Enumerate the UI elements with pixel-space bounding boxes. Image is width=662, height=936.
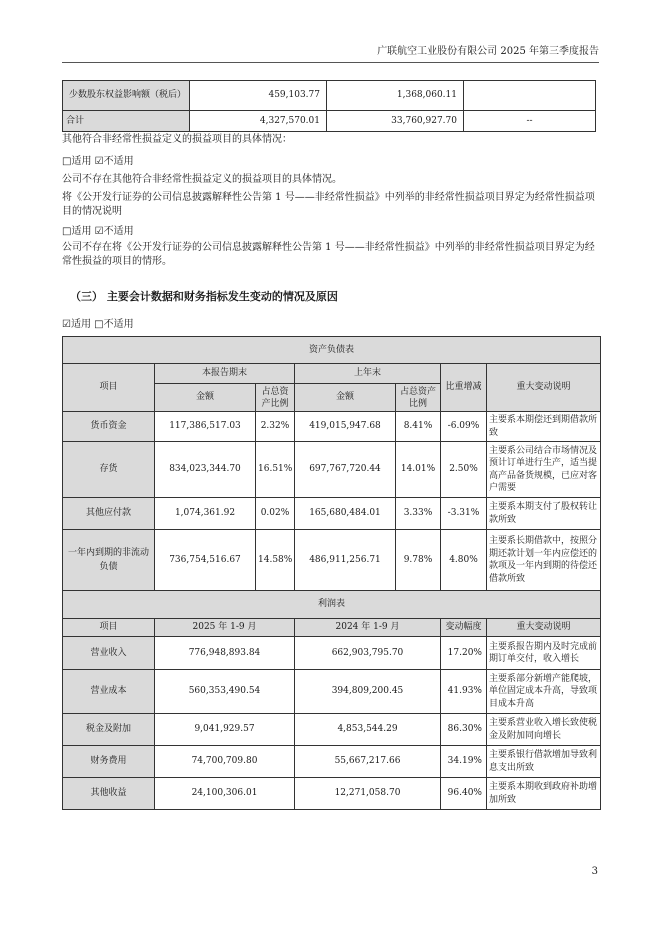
- ytd-value: 33,760,927.70: [327, 111, 464, 132]
- column-header: 上年末: [295, 364, 441, 384]
- current-value: 74,700,709.80: [155, 746, 295, 778]
- reason-cell: 主要系银行借款增加导致利息支出所致: [487, 746, 601, 778]
- row-label: 营业收入: [63, 637, 155, 670]
- reason-cell: 主要系本期收到政府补助增加所致: [487, 778, 601, 810]
- table-caption-row: [63, 591, 601, 619]
- row-label: 少数股东权益影响额（税后）: [63, 81, 190, 111]
- reason-cell: 主要系报告期内及时完成前期订单交付，收入增长: [487, 637, 601, 670]
- page-number: 3: [591, 866, 598, 877]
- row-label: 其他应付款: [63, 498, 155, 530]
- change-cell: 17.20%: [441, 637, 487, 670]
- applicability-option: □适用 ☑不适用: [62, 156, 134, 167]
- previous-value: 662,903,795.70: [295, 637, 441, 670]
- change-cell: 34.19%: [441, 746, 487, 778]
- amount-cell: 419,015,947.68: [295, 412, 396, 442]
- reason-cell: 主要系部分新增产能爬坡，单位固定成本升高，导致项目成本升高: [487, 670, 601, 714]
- share-cell: 3.33%: [396, 498, 441, 530]
- previous-value: 394,809,200.45: [295, 670, 441, 714]
- paragraph: 公司不存在将《公开发行证券的公司信息披露解释性公告第 1 号——非经常性损益》中列举的非经常性损益项目界定为经常性损益的项目的情形。: [62, 242, 595, 267]
- paragraph: 公司不存在其他符合非经常性损益定义的损益项目的具体情况。: [62, 174, 342, 185]
- row-label: 货币资金: [63, 412, 155, 442]
- ytd-value: 1,368,060.11: [327, 81, 464, 111]
- row-label: 其他收益: [63, 778, 155, 810]
- change-cell: -3.31%: [441, 498, 487, 530]
- table-row: [63, 778, 601, 810]
- current-value: 560,353,490.54: [155, 670, 295, 714]
- reason-cell: 主要系营业收入增长致使税金及附加同向增长: [487, 714, 601, 746]
- column-header: 项目: [63, 619, 155, 637]
- page-header: 广联航空工业股份有限公司 2025 年第三季度报告: [377, 46, 599, 57]
- amount-cell: 165,680,484.01: [295, 498, 396, 530]
- column-header: 占总资产比例: [396, 384, 441, 412]
- amount-cell: 834,023,344.70: [155, 442, 256, 498]
- row-label: 税金及附加: [63, 714, 155, 746]
- column-header: 重大变动说明: [487, 364, 601, 412]
- share-cell: 14.01%: [396, 442, 441, 498]
- column-header: 本报告期末: [155, 364, 295, 384]
- financial-changes-table: [62, 336, 601, 810]
- applicability-option: □适用 ☑不适用: [62, 226, 134, 237]
- current-value: 24,100,306.01: [155, 778, 295, 810]
- table-row: [63, 81, 596, 111]
- amount-cell: 117,386,517.03: [155, 412, 256, 442]
- table-row: [63, 498, 601, 530]
- note-cell: [464, 81, 596, 111]
- table-header-row: [63, 619, 601, 637]
- share-cell: 16.51%: [256, 442, 295, 498]
- row-label: 营业成本: [63, 670, 155, 714]
- non-recurring-gains-table: [62, 80, 596, 132]
- table-caption-row: [63, 337, 601, 364]
- change-cell: -6.09%: [441, 412, 487, 442]
- previous-value: 12,271,058.70: [295, 778, 441, 810]
- table-row: [63, 412, 601, 442]
- share-cell: 9.78%: [396, 530, 441, 591]
- change-cell: 4.80%: [441, 530, 487, 591]
- column-header: 2025 年 1-9 月: [155, 619, 295, 637]
- column-header: 变动幅度: [441, 619, 487, 637]
- table-row: [63, 637, 601, 670]
- reason-cell: 主要系长期借款中，按照分期还款计划一年内应偿还的款项及一年内到期的待偿还借款所致: [487, 530, 601, 591]
- previous-value: 55,667,217.66: [295, 746, 441, 778]
- amount-cell: 1,074,361.92: [155, 498, 256, 530]
- header-divider: [62, 62, 599, 63]
- row-label: 合计: [63, 111, 190, 132]
- current-period-value: 4,327,570.01: [190, 111, 327, 132]
- column-header: 比重增减: [441, 364, 487, 412]
- table-row: [63, 111, 596, 132]
- row-label: 财务费用: [63, 746, 155, 778]
- paragraph: 其他符合非经常性损益定义的损益项目的具体情况：: [62, 134, 292, 145]
- current-value: 9,041,929.57: [155, 714, 295, 746]
- column-header: 占总资产比例: [256, 384, 295, 412]
- share-cell: 14.58%: [256, 530, 295, 591]
- amount-cell: 736,754,516.67: [155, 530, 256, 591]
- table-header-row: [63, 364, 601, 384]
- column-header: 金额: [155, 384, 256, 412]
- balance-sheet-caption: 资产负债表: [63, 337, 601, 364]
- reason-cell: 主要系公司结合市场情况及预计订单进行生产，适当提高产品备货规模，已应对客户需要: [487, 442, 601, 498]
- reason-cell: 主要系本期偿还到期借款所致: [487, 412, 601, 442]
- table-row: [63, 530, 601, 591]
- section-title: （三） 主要会计数据和财务指标发生变动的情况及原因: [70, 290, 338, 303]
- income-statement-caption: 利润表: [63, 591, 601, 619]
- change-cell: 86.30%: [441, 714, 487, 746]
- change-cell: 96.40%: [441, 778, 487, 810]
- note-cell: --: [464, 111, 596, 132]
- column-header: 重大变动说明: [487, 619, 601, 637]
- table-row: [63, 714, 601, 746]
- share-cell: 8.41%: [396, 412, 441, 442]
- table-row: [63, 442, 601, 498]
- paragraph: 将《公开发行证券的公司信息披露解释性公告第 1 号——非经常性损益》中列举的非经常性损益项目界定为经常性损益项目的情况说明: [62, 192, 595, 217]
- row-label: 存货: [63, 442, 155, 498]
- applicability-option: ☑适用 □不适用: [62, 319, 134, 330]
- change-cell: 2.50%: [441, 442, 487, 498]
- column-header: 金额: [295, 384, 396, 412]
- amount-cell: 486,911,256.71: [295, 530, 396, 591]
- column-header: 2024 年 1-9 月: [295, 619, 441, 637]
- current-value: 776,948,893.84: [155, 637, 295, 670]
- previous-value: 4,853,544.29: [295, 714, 441, 746]
- amount-cell: 697,767,720.44: [295, 442, 396, 498]
- current-period-value: 459,103.77: [190, 81, 327, 111]
- share-cell: 0.02%: [256, 498, 295, 530]
- reason-cell: 主要系本期支付了股权转让款所致: [487, 498, 601, 530]
- column-header: 项目: [63, 364, 155, 412]
- share-cell: 2.32%: [256, 412, 295, 442]
- change-cell: 41.93%: [441, 670, 487, 714]
- table-row: [63, 670, 601, 714]
- table-row: [63, 746, 601, 778]
- row-label: 一年内到期的非流动负债: [63, 530, 155, 591]
